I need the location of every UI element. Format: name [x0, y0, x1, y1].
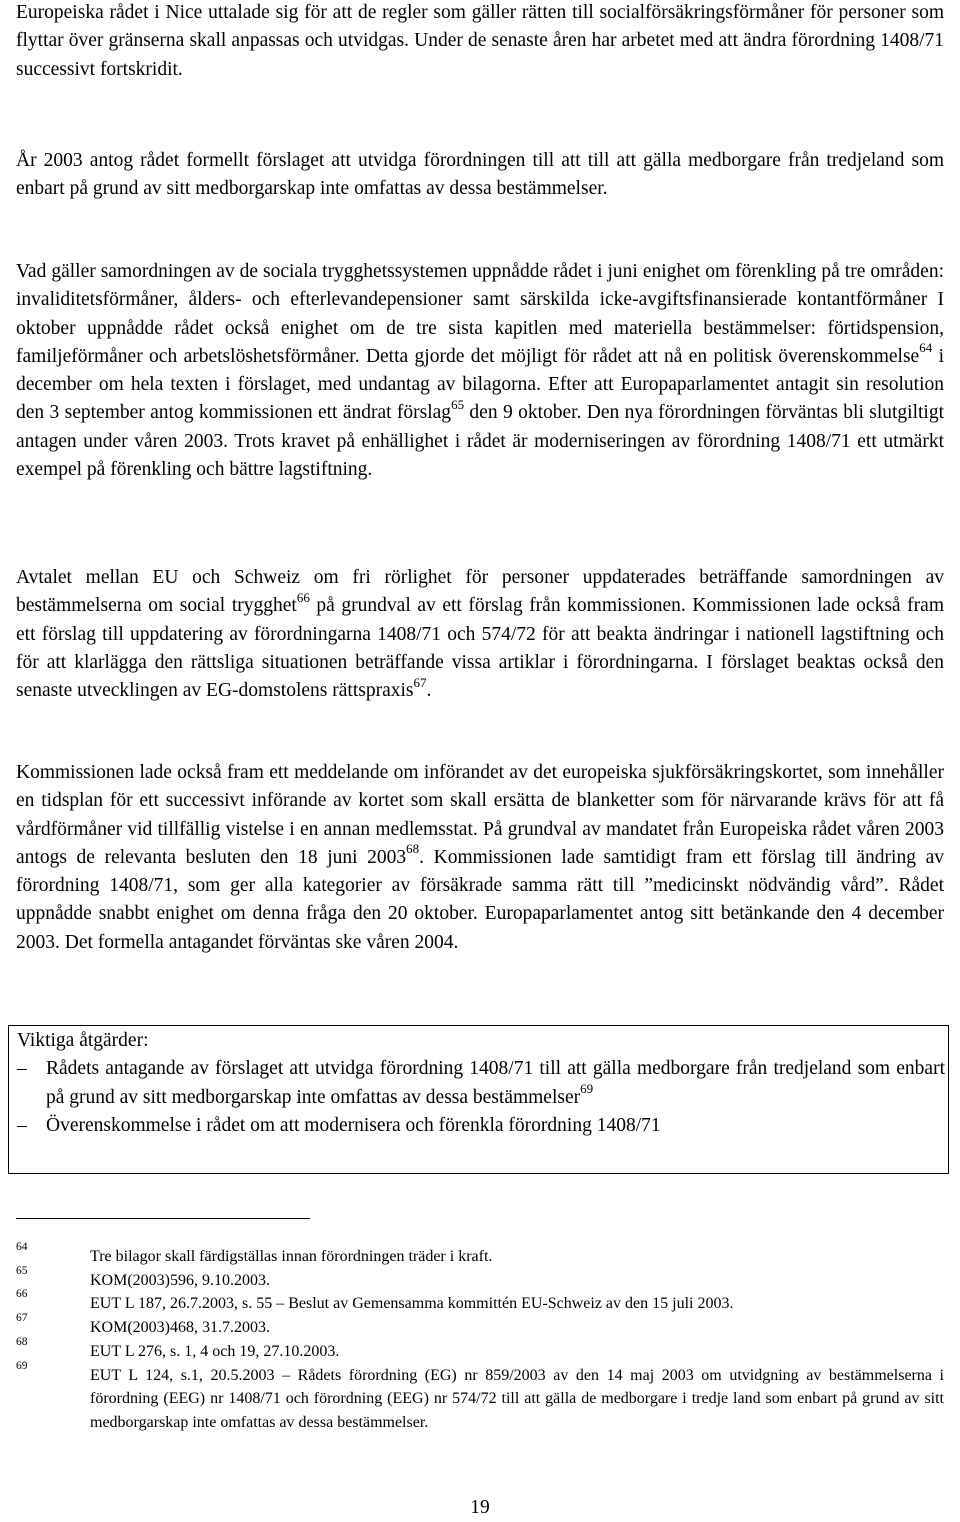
- key-measure-item: [17, 1112, 945, 1140]
- paragraph-text: Avtalet mellan EU och Schweiz om fri rörlighet för personer uppdaterades beträffande samordningen av bestämmelserna om social trygghet: [16, 567, 944, 617]
- dash-bullet-icon: –: [17, 1058, 27, 1080]
- footnote-text: EUT L 276, s. 1, 4 och 19, 27.10.2003.: [90, 1342, 340, 1360]
- footnote-separator: [16, 1218, 310, 1219]
- footnotes: [16, 1241, 944, 1435]
- footnote: [16, 1241, 944, 1269]
- footnote-text: Tre bilagor skall färdigställas innan förordningen träder i kraft.: [90, 1248, 493, 1265]
- key-measures-heading: Viktiga åtgärder:: [17, 1030, 149, 1051]
- key-measure-item: [17, 1055, 945, 1112]
- footnote-number: 66: [16, 1288, 28, 1301]
- body-paragraph: [16, 759, 944, 957]
- paragraph-text: i december om hela texten i förslaget, med undantag av bilagorna. Efter att Europaparlamentet antagit sin resolution den 3 september antog kommissionen ett ändrat förslag: [16, 345, 944, 424]
- footnote-text: EUT L 187, 26.7.2003, s. 55 – Beslut av Gemensamma kommittén EU-Schweiz av den 15 juli 2003.: [90, 1295, 734, 1313]
- paragraph-text: på grundval av ett förslag från kommissionen. Kommissionen lade också fram ett förslag till uppdatering av förordningarna 1408/71 och 574/72 för att beakta ändringar i nationell lagstiftning och för att klarlägga den rättsliga situationen beträffande vissa artiklar i förordningarna. I förslaget beaktas också den senaste utvecklingen av EG-domstolens rättspraxis: [16, 595, 944, 702]
- dash-bullet-icon: –: [17, 1114, 27, 1136]
- paragraph-text: Kommissionen lade också fram ett meddelande om införandet av det europeiska sjukförsäkringskortet, som innehåller en tidsplan för ett successivt införande av kortet som skall ersätta de blanketter som för närvarande krävs för att få vårdförmåner vid tillfällig vistelse i en annan medlemsstat. På grundval av mandatet från Europeiska rådet våren 2003 antogs de relevanta besluten den 18 juni 2003: [16, 762, 944, 868]
- paragraph-text: Vad gäller samordningen av de sociala trygghetssystemen uppnådde rådet i juni enighet om förenkling på tre områden: invaliditetsförmåner, ålders- och efterlevandepensioner samt särskilda icke-avgiftsfinansierade kontantförmåner I oktober uppnådde rådet också enighet om de tre sista kapitlen med materiella bestämmelser: förtidspension, familjeförmåner och arbetslöshetsförmåner. Detta gjorde det möjligt för rådet att nå en politisk överenskommelse: [16, 261, 944, 367]
- footnote-text: KOM(2003)468, 31.7.2003.: [90, 1319, 270, 1337]
- footnote: [16, 1264, 944, 1293]
- footnote-text: EUT L 124, s.1, 20.5.2003 – Rådets förordning (EG) nr 859/2003 av den 14 maj 2003 om utvidgning av bestämmelserna i förordning (EEG) nr 1408/71 och förordning (EEG) nr 574/72 till att gälla de medborgare i tredje land som enbart på grund av sitt medborgarskap inte omfattas av dessa bestämmelser.: [90, 1366, 944, 1431]
- body-paragraph: [16, 564, 944, 705]
- key-measure-text: Rådets antagande av förslaget att utvidga förordning 1408/71 till att gälla medborgare från tredjeland som enbart på grund av sitt medborgarskap inte omfattas av dessa bestämmelser: [46, 1058, 945, 1108]
- footnote: [16, 1288, 944, 1316]
- footnote-ref[interactable]: 64: [919, 340, 933, 356]
- page-number: 19: [470, 1497, 490, 1518]
- paragraph-text: .: [426, 680, 432, 702]
- footnote-number: 69: [16, 1359, 28, 1372]
- body-paragraph: [16, 258, 944, 484]
- footnote-number: 67: [16, 1312, 28, 1325]
- footnote: [16, 1335, 944, 1364]
- footnote-ref[interactable]: 65: [451, 396, 465, 412]
- footnote-ref[interactable]: 69: [580, 1081, 594, 1097]
- footnote-ref[interactable]: 66: [296, 589, 310, 605]
- paragraph-text: . Kommissionen lade samtidigt fram ett förslag till ändring av förordning 1408/71, som ger alla kategorier av försäkrade samma rätt till ”medicinskt nödvändig vård”. Rådet uppnådde snabbt enighet om denna fråga den 20 oktober. Europaparlamentet antog sitt betänkande den 4 december 2003. Det formella antagandet förväntas ske våren 2004.: [16, 846, 944, 953]
- body-paragraph: År 2003 antog rådet formellt förslaget att utvidga förordningen till att till att gälla medborgare från tredjeland som enbart på grund av sitt medborgarskap inte omfattas av dessa bestämmelser.: [16, 150, 944, 200]
- key-measures-box: [8, 1025, 949, 1174]
- paragraph-text: den 9 oktober. Den nya förordningen förväntas bli slutgiltigt antagen under våren 2003. Trots kravet på enhällighet i rådet är moderniseringen av förordning 1408/71 ett utmärkt exempel på förenkling och bättre lagstiftning.: [16, 402, 944, 481]
- footnote-ref[interactable]: 67: [413, 674, 427, 690]
- body-paragraph: Europeiska rådet i Nice uttalade sig för att de regler som gäller rätten till socialförsäkringsförmåner för personer som flyttar över gränserna skall anpassas och utvidgas. Under de senaste åren har arbetet med att ändra förordning 1408/71 successivt fortskridit.: [16, 2, 944, 80]
- footnote-ref[interactable]: 68: [406, 841, 420, 857]
- footnote-number: 64: [16, 1241, 28, 1253]
- footnote: [16, 1312, 944, 1340]
- key-measure-text: Överenskommelse i rådet om att modernisera och förenkla förordning 1408/71: [46, 1114, 661, 1136]
- footnote-number: 68: [16, 1335, 28, 1348]
- footnote-text: KOM(2003)596, 9.10.2003.: [90, 1271, 270, 1289]
- footnote-number: 65: [16, 1264, 28, 1277]
- footnote: [16, 1359, 944, 1435]
